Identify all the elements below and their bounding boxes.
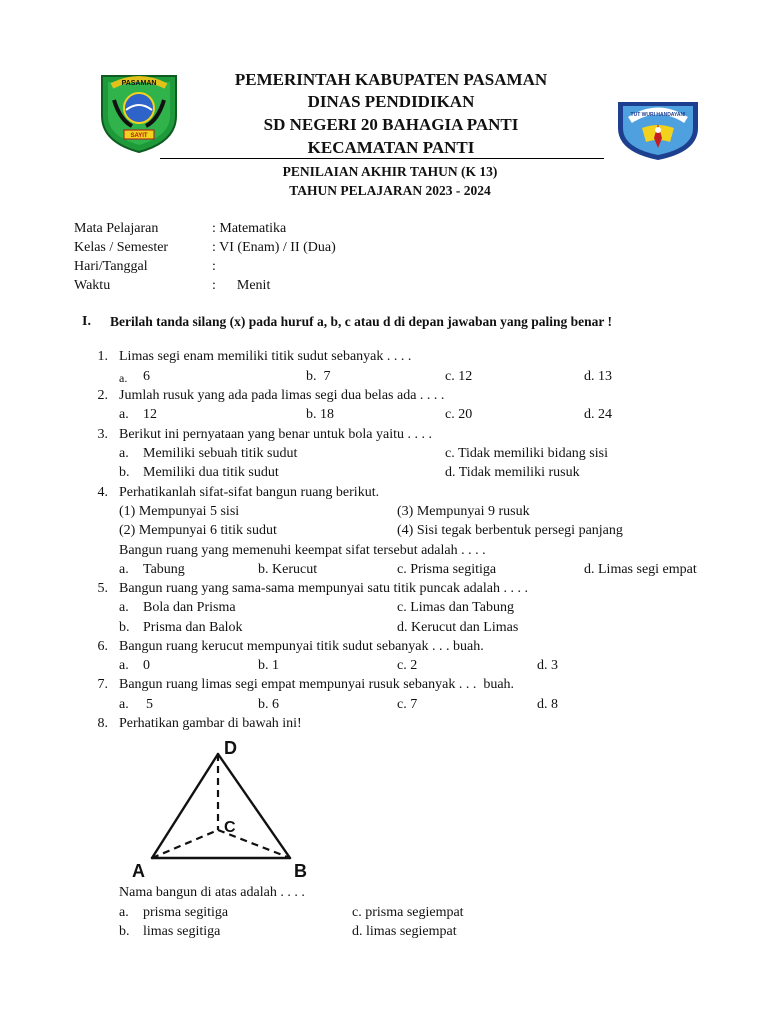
- option-b: b. 7: [306, 369, 331, 384]
- question-number: 6.: [97, 639, 108, 654]
- section-number: I.: [82, 314, 91, 329]
- info-date-value: :: [212, 259, 216, 274]
- option-b: b. Kerucut: [258, 562, 318, 577]
- option-a-marker: a.: [119, 600, 129, 615]
- property-3: (3) Mempunyai 9 rusuk: [397, 504, 530, 519]
- question-number: 4.: [97, 485, 108, 500]
- option-b: limas segitiga: [143, 924, 221, 939]
- info-subject-value: : Matematika: [212, 221, 287, 236]
- property-1: (1) Mempunyai 5 sisi: [119, 504, 240, 519]
- option-a-marker: a.: [119, 446, 129, 461]
- info-date-label: Hari/Tanggal: [74, 259, 148, 274]
- option-a: prisma segitiga: [143, 905, 229, 920]
- header-government: PEMERINTAH KABUPATEN PASAMAN: [234, 70, 548, 89]
- option-b: b. 1: [258, 658, 279, 673]
- option-c: c. 2: [397, 658, 418, 673]
- exam-year: TAHUN PELAJARAN 2023 - 2024: [289, 183, 491, 198]
- option-b-marker: b.: [119, 620, 130, 635]
- question-number: 1.: [97, 349, 108, 364]
- exam-title: PENILAIAN AKHIR TAHUN (K 13): [282, 164, 498, 179]
- question-text: Bangun ruang limas segi empat mempunyai rusuk sebanyak . . . buah.: [119, 677, 515, 692]
- svg-text:TUT WURI HANDAYANI: TUT WURI HANDAYANI: [630, 112, 686, 118]
- header-district: KECAMATAN PANTI: [307, 138, 475, 157]
- option-a: 5: [146, 697, 153, 712]
- info-time-label: Waktu: [74, 278, 111, 293]
- property-2: (2) Mempunyai 6 titik sudut: [119, 523, 277, 538]
- question-text: Limas segi enam memiliki titik sudut sebanyak . . . .: [119, 349, 412, 364]
- option-c: c. Prisma segitiga: [397, 562, 497, 577]
- option-a: Tabung: [143, 562, 185, 577]
- question-stem: Nama bangun di atas adalah . . . .: [119, 885, 305, 900]
- option-c: c. 12: [445, 369, 473, 384]
- info-time-value: : Menit: [212, 278, 271, 293]
- option-b: b. 18: [306, 407, 334, 422]
- info-class-value: : VI (Enam) / II (Dua): [212, 240, 336, 255]
- option-b: Prisma dan Balok: [143, 620, 243, 635]
- option-d: d. 24: [584, 407, 612, 422]
- question-number: 8.: [97, 716, 108, 731]
- question-text: Perhatikanlah sifat-sifat bangun ruang berikut.: [119, 485, 380, 500]
- option-a: 6: [143, 369, 150, 384]
- vertex-b-label: B: [294, 861, 307, 881]
- option-c: c. 20: [445, 407, 473, 422]
- option-a-marker: a.: [119, 371, 128, 385]
- info-subject-label: Mata Pelajaran: [74, 221, 159, 236]
- option-b: b. 6: [258, 697, 279, 712]
- svg-text:PASAMAN: PASAMAN: [121, 80, 157, 87]
- question-stem: Bangun ruang yang memenuhi keempat sifat tersebut adalah . . . .: [119, 543, 486, 558]
- option-c: c. Tidak memiliki bidang sisi: [445, 446, 608, 461]
- option-a-marker: a.: [119, 697, 129, 712]
- option-b: Memiliki dua titik sudut: [143, 465, 279, 480]
- option-b-marker: b.: [119, 465, 130, 480]
- vertex-a-label: A: [132, 861, 145, 881]
- option-d: d. Tidak memiliki rusuk: [445, 465, 580, 480]
- option-d: d. 13: [584, 369, 612, 384]
- option-a-marker: a.: [119, 658, 129, 673]
- question-number: 3.: [97, 427, 108, 442]
- header-divider: [160, 158, 604, 159]
- question-text: Jumlah rusuk yang ada pada limas segi dua belas ada . . . .: [119, 388, 445, 403]
- option-a-marker: a.: [119, 407, 129, 422]
- question-text: Perhatikan gambar di bawah ini!: [119, 716, 302, 731]
- option-c: c. prisma segiempat: [352, 905, 464, 920]
- option-a: Bola dan Prisma: [143, 600, 236, 615]
- option-a-marker: a.: [119, 905, 129, 920]
- option-a: 12: [143, 407, 157, 422]
- question-number: 5.: [97, 581, 108, 596]
- triangular-pyramid-figure: [118, 734, 324, 884]
- section-instruction: Berilah tanda silang (x) pada huruf a, b, c atau d di depan jawaban yang paling benar !: [110, 314, 612, 329]
- question-number: 7.: [97, 677, 108, 692]
- option-d: d. Kerucut dan Limas: [397, 620, 519, 635]
- header-school: SD NEGERI 20 BAHAGIA PANTI: [263, 115, 519, 134]
- option-a: 0: [143, 658, 150, 673]
- info-class-label: Kelas / Semester: [74, 240, 169, 255]
- option-d: d. 3: [537, 658, 558, 673]
- question-text: Bangun ruang yang sama-sama mempunyai satu titik puncak adalah . . . .: [119, 581, 529, 596]
- svg-text:SAYIT: SAYIT: [130, 133, 148, 139]
- option-a-marker: a.: [119, 562, 129, 577]
- option-c: c. Limas dan Tabung: [397, 600, 514, 615]
- tut-wuri-handayani-logo: [612, 98, 704, 162]
- question-number: 2.: [97, 388, 108, 403]
- question-text: Berikut ini pernyataan yang benar untuk bola yaitu . . . .: [119, 427, 432, 442]
- property-4: (4) Sisi tegak berbentuk persegi panjang: [397, 523, 623, 538]
- vertex-d-label: D: [224, 738, 237, 758]
- option-d: d. limas segiempat: [352, 924, 457, 939]
- question-text: Bangun ruang kerucut mempunyai titik sudut sebanyak . . . buah.: [119, 639, 484, 654]
- option-d: d. Limas segi empat: [584, 562, 697, 577]
- option-b-marker: b.: [119, 924, 130, 939]
- vertex-c-label: C: [224, 819, 236, 836]
- option-d: d. 8: [537, 697, 558, 712]
- header-department: DINAS PENDIDIKAN: [307, 92, 475, 111]
- option-c: c. 7: [397, 697, 418, 712]
- option-a: Memiliki sebuah titik sudut: [143, 446, 298, 461]
